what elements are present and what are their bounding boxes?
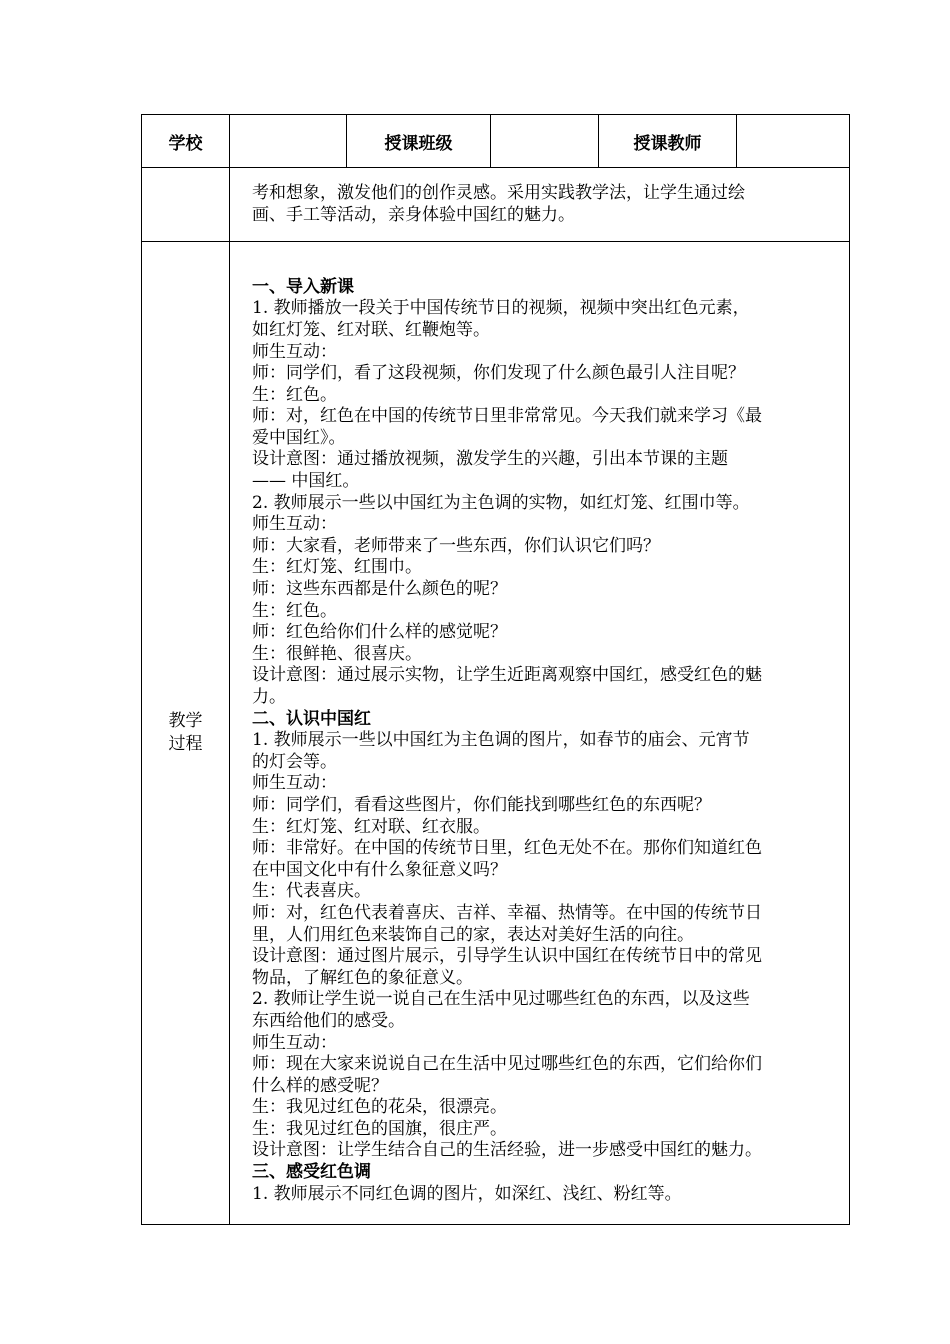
teacher-label: 授课教师: [599, 115, 737, 168]
section-heading: 二、认识中国红: [252, 708, 371, 729]
process-line: 师：现在大家来说说自己在生活中见过哪些红色的东西，它们给你们: [252, 1054, 762, 1075]
process-line: 生：红色。: [252, 384, 337, 405]
process-line: 设计意图：通过播放视频，激发学生的兴趣，引出本节课的主题: [252, 449, 728, 470]
process-line: 师生互动：: [252, 514, 337, 535]
header-row: [142, 115, 850, 168]
process-line: 师：同学们，看看这些图片，你们能找到哪些红色的东西呢？: [252, 794, 711, 815]
class-value: [491, 115, 599, 168]
continuation-text: [230, 168, 850, 242]
process-line: 爱中国红》。: [252, 427, 346, 448]
class-label: 授课班级: [347, 115, 491, 168]
process-line: 师：大家看，老师带来了一些东西，你们认识它们吗？: [252, 535, 660, 556]
school-label: 学校: [142, 115, 230, 168]
lesson-plan-table: [141, 114, 850, 1225]
process-line: 2. 教师展示一些以中国红为主色调的实物，如红灯笼、红围巾等。: [252, 492, 750, 513]
process-line: 师生互动：: [252, 341, 337, 362]
process-line: 师：非常好。在中国的传统节日里，红色无处不在。那你们知道红色: [252, 838, 762, 859]
process-line: 生：很鲜艳、很喜庆。: [252, 643, 422, 664]
process-line: 东西给他们的感受。: [252, 1010, 405, 1031]
process-line: 师：同学们，看了这段视频，你们发现了什么颜色最引人注目呢？: [252, 363, 745, 384]
process-line: 设计意图：让学生结合自己的生活经验，进一步感受中国红的魅力。: [252, 1140, 762, 1161]
process-line: 如红灯笼、红对联、红鞭炮等。: [252, 319, 490, 340]
process-label-line: 教学: [168, 711, 203, 731]
process-line: 1. 教师展示不同红色调的图片，如深红、浅红、粉红等。: [252, 1183, 682, 1204]
process-line: 师生互动：: [252, 1032, 337, 1053]
process-line: 师：对，红色在中国的传统节日里非常常见。今天我们就来学习《最: [252, 406, 762, 427]
teacher-value: [737, 115, 850, 168]
process-line: 生：代表喜庆。: [252, 881, 371, 902]
section-heading: 三、感受红色调: [252, 1162, 371, 1183]
process-line: 生：红灯笼、红围巾。: [252, 557, 422, 578]
process-line: 物品，了解红色的象征意义。: [252, 967, 473, 988]
process-line: 师：对，红色代表着喜庆、吉祥、幸福、热情等。在中国的传统节日: [252, 902, 762, 923]
process-line: 师：红色给你们什么样的感觉呢？: [252, 622, 507, 643]
process-label-line: 过程: [168, 734, 203, 754]
process-line: 师：这些东西都是什么颜色的呢？: [252, 579, 507, 600]
continuation-line: 考和想象，激发他们的创作灵感。采用实践教学法，让学生通过绘: [252, 182, 745, 203]
school-value: [230, 115, 347, 168]
process-line: 1. 教师展示一些以中国红为主色调的图片，如春节的庙会、元宵节: [252, 730, 750, 751]
process-line: 设计意图：通过图片展示，引导学生认识中国红在传统节日中的常见: [252, 946, 762, 967]
process-row: [142, 242, 850, 1225]
continuation-line: 画、手工等活动，亲身体验中国红的魅力。: [252, 204, 575, 225]
process-line: 里，人们用红色来装饰自己的家，表达对美好生活的向往。: [252, 924, 694, 945]
process-line: 2. 教师让学生说一说自己在生活中见过哪些红色的东西，以及这些: [252, 989, 750, 1010]
process-line: 什么样的感受呢？: [252, 1075, 388, 1096]
process-label: [142, 242, 230, 1225]
process-line: 生：我见过红色的国旗，很庄严。: [252, 1118, 507, 1139]
process-line: 力。: [252, 687, 286, 708]
process-line: —— 中国红。: [252, 471, 360, 492]
section-heading: 一、导入新课: [252, 276, 354, 297]
continuation-row: [142, 168, 850, 242]
continuation-label: [142, 168, 230, 242]
process-line: 师生互动：: [252, 773, 337, 794]
process-line: 1. 教师播放一段关于中国传统节日的视频，视频中突出红色元素，: [252, 298, 750, 319]
process-line: 生：红色。: [252, 600, 337, 621]
process-line: 生：红灯笼、红对联、红衣服。: [252, 816, 490, 837]
process-line: 的灯会等。: [252, 751, 337, 772]
process-content: [230, 242, 850, 1225]
process-line: 生：我见过红色的花朵，很漂亮。: [252, 1097, 507, 1118]
process-line: 设计意图：通过展示实物，让学生近距离观察中国红，感受红色的魅: [252, 665, 762, 686]
process-line: 在中国文化中有什么象征意义吗？: [252, 859, 507, 880]
